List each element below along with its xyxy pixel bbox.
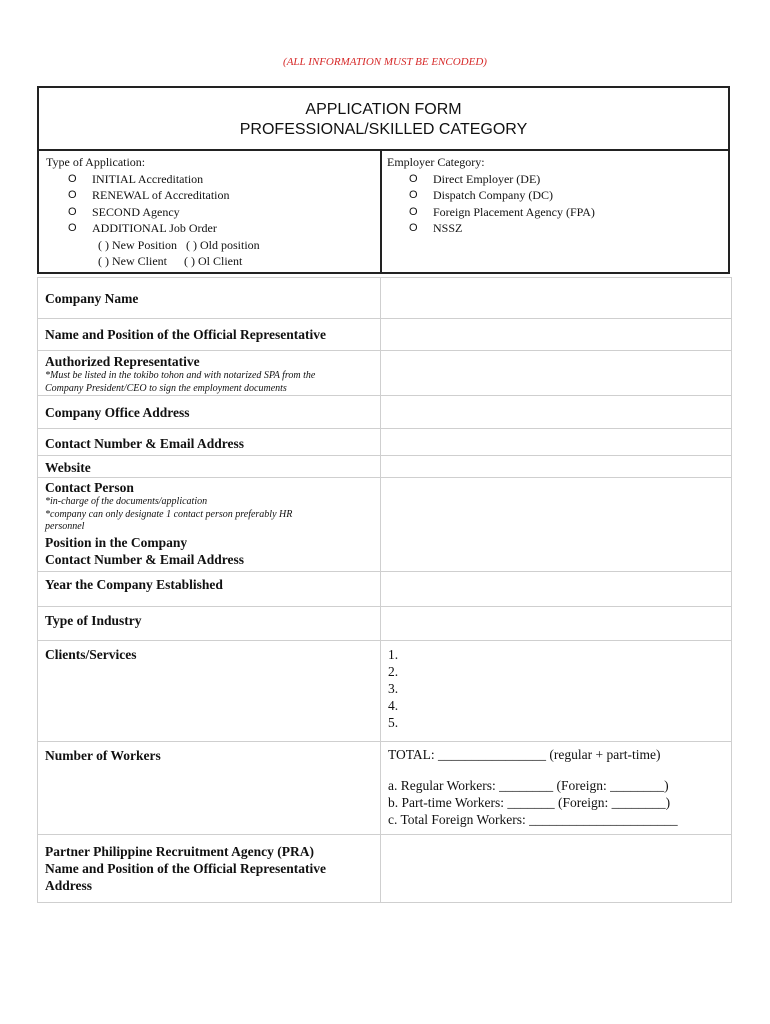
authorized-rep-cell xyxy=(38,351,381,396)
table-row xyxy=(38,607,732,641)
official-rep-field[interactable] xyxy=(381,319,732,351)
option-second-agency[interactable] xyxy=(46,204,376,221)
office-address-label: Company Office Address xyxy=(38,396,381,429)
table-row xyxy=(38,478,732,572)
table-row xyxy=(38,429,732,456)
option-foreign-placement-label: Foreign Placement Agency (FPA) xyxy=(433,204,595,219)
employer-category-label: Employer Category: xyxy=(387,155,485,169)
checkbox-old-client[interactable]: ( ) Ol Client xyxy=(183,254,243,268)
option-dispatch-company[interactable] xyxy=(387,187,717,204)
circle-bullet-icon[interactable]: O xyxy=(68,222,77,234)
table-row xyxy=(38,456,732,478)
industry-field[interactable] xyxy=(381,607,732,641)
number-of-workers-field[interactable] xyxy=(381,742,732,835)
additional-suboptions-row2 xyxy=(46,253,376,270)
form-title-line2: PROFESSIONAL/SKILLED CATEGORY xyxy=(239,121,528,138)
option-initial[interactable] xyxy=(46,171,376,188)
contact-person-note: *in-charge of the documents/application xyxy=(45,496,208,507)
circle-bullet-icon[interactable]: O xyxy=(68,189,77,201)
circle-bullet-icon[interactable]: O xyxy=(68,172,77,185)
option-additional[interactable] xyxy=(46,220,376,237)
workers-regular: a. Regular Workers: ________ (Foreign: ________) xyxy=(388,778,669,793)
partner-pra-address-label: Address xyxy=(45,878,93,893)
list-item: 3. xyxy=(388,681,399,696)
partner-pra-label: Partner Philippine Recruitment Agency (PRA) xyxy=(45,844,314,859)
circle-bullet-icon[interactable]: O xyxy=(409,205,418,218)
list-item: 5. xyxy=(388,715,399,730)
option-nssz[interactable] xyxy=(387,220,717,237)
number-of-workers-label: Number of Workers xyxy=(38,742,381,835)
option-direct-employer-label: Direct Employer (DE) xyxy=(433,171,541,186)
website-field[interactable] xyxy=(381,456,732,478)
list-item: 2. xyxy=(388,664,399,679)
header-divider xyxy=(380,151,382,274)
industry-label: Type of Industry xyxy=(38,607,381,641)
position-label: Position in the Company xyxy=(45,534,188,550)
employer-category-section xyxy=(387,154,717,237)
option-initial-label: INITIAL Accreditation xyxy=(92,171,204,186)
table-row xyxy=(38,278,732,319)
contact-email-label: Contact Number & Email Address xyxy=(38,429,381,456)
company-name-label: Company Name xyxy=(38,278,381,319)
contact-person-note: personnel xyxy=(45,521,85,532)
authorized-rep-label: Authorized Representative xyxy=(45,354,200,369)
option-foreign-placement[interactable] xyxy=(387,204,717,221)
workers-part-time: b. Part-time Workers: _______ (Foreign: ________) xyxy=(388,795,671,810)
table-row xyxy=(38,641,732,742)
option-second-agency-label: SECOND Agency xyxy=(92,204,180,219)
table-row xyxy=(38,319,732,351)
partner-pra-cell xyxy=(38,835,381,903)
clients-services-field[interactable] xyxy=(381,641,732,742)
table-row xyxy=(38,396,732,429)
company-name-field[interactable] xyxy=(381,278,732,319)
table-row xyxy=(38,572,732,607)
option-direct-employer[interactable] xyxy=(387,171,717,188)
company-info-table xyxy=(37,277,732,903)
year-established-field[interactable] xyxy=(381,572,732,607)
option-nssz-label: NSSZ xyxy=(433,221,463,235)
year-established-label: Year the Company Established xyxy=(38,572,381,607)
checkbox-new-position[interactable]: ( ) New Position xyxy=(98,237,177,252)
authorized-rep-note: *Must be listed in the tokibo tohon and with notarized SPA from the xyxy=(45,370,316,381)
workers-total-foreign: c. Total Foreign Workers: ______________________ xyxy=(388,812,678,827)
checkbox-old-position[interactable]: ( ) Old position xyxy=(186,237,260,252)
option-renewal-label: RENEWAL of Accreditation xyxy=(92,188,230,202)
table-row xyxy=(38,835,732,903)
circle-bullet-icon[interactable]: O xyxy=(409,172,418,185)
clients-services-label: Clients/Services xyxy=(38,641,381,742)
contact-person-label: Contact Person xyxy=(45,480,134,495)
option-dispatch-company-label: Dispatch Company (DC) xyxy=(433,188,553,202)
circle-bullet-icon[interactable]: O xyxy=(409,222,418,234)
authorized-rep-field[interactable] xyxy=(381,351,732,396)
table-row xyxy=(38,742,732,835)
form-title-line1: APPLICATION FORM xyxy=(305,101,462,118)
application-type-label: Type of Application: xyxy=(46,155,146,169)
partner-pra-rep-label: Name and Position of the Official Representative xyxy=(45,861,326,876)
form-title xyxy=(39,88,728,151)
office-address-field[interactable] xyxy=(381,396,732,429)
partner-pra-field[interactable] xyxy=(381,835,732,903)
option-renewal[interactable] xyxy=(46,187,376,204)
additional-suboptions-row1 xyxy=(46,237,376,254)
encoding-notice: (ALL INFORMATION MUST BE ENCODED) xyxy=(283,56,487,68)
list-item: 1. xyxy=(388,647,399,662)
checkbox-new-client[interactable]: ( ) New Client xyxy=(98,254,167,268)
authorized-rep-note: Company President/CEO to sign the employment documents xyxy=(45,382,287,394)
contact-email-field[interactable] xyxy=(381,429,732,456)
application-header-box xyxy=(37,86,730,274)
circle-bullet-icon[interactable]: O xyxy=(409,189,418,201)
contact-person-note: *company can only designate 1 contact person preferably HR xyxy=(45,508,293,520)
workers-total: TOTAL: ________________ (regular + part-time) xyxy=(388,747,661,762)
contact-person-field[interactable] xyxy=(381,478,732,572)
table-row xyxy=(38,351,732,396)
website-label: Website xyxy=(38,456,381,478)
circle-bullet-icon[interactable]: O xyxy=(68,205,77,218)
list-item: 4. xyxy=(388,698,399,713)
contact-person-cell xyxy=(38,478,381,572)
contact-email-label-2: Contact Number & Email Address xyxy=(45,551,245,567)
option-additional-label: ADDITIONAL Job Order xyxy=(92,221,217,235)
official-rep-label: Name and Position of the Official Representative xyxy=(38,319,381,351)
application-type-section xyxy=(46,154,376,270)
